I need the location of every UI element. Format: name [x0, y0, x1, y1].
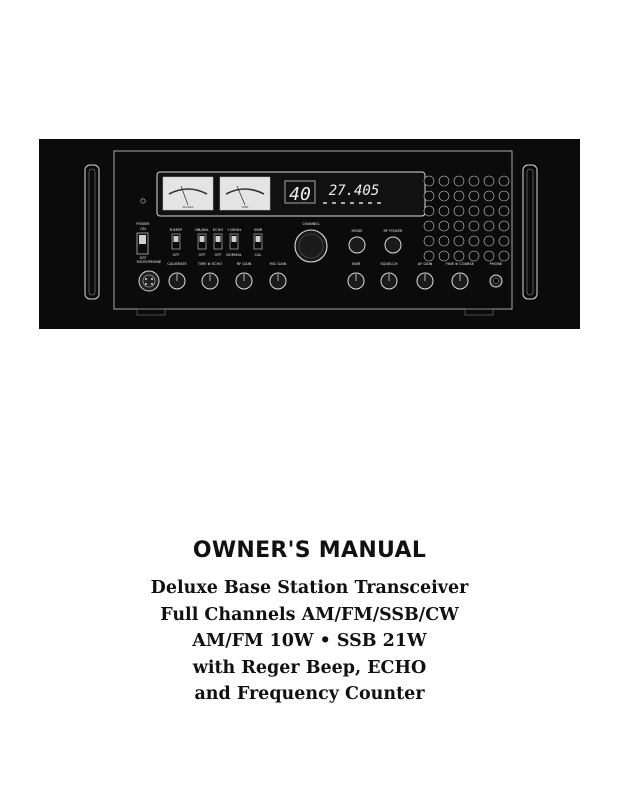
- speaker-grille: [424, 176, 509, 261]
- right-foot: [465, 309, 493, 315]
- grille-hole: [424, 176, 434, 186]
- knob-label: SWR: [351, 262, 361, 266]
- grille-hole: [454, 236, 464, 246]
- toggle-switches: [170, 228, 263, 257]
- grille-hole: [454, 176, 464, 186]
- grille-hole: [454, 191, 464, 201]
- knob-label: RF GAIN: [236, 262, 252, 266]
- grille-hole: [424, 191, 434, 201]
- grille-hole: [439, 176, 449, 186]
- mode-knob: [349, 237, 365, 253]
- channel-readout: 40: [289, 184, 311, 205]
- rf-power-knob: [385, 237, 401, 253]
- toggle-state-label: OFF: [214, 253, 222, 257]
- grille-hole: [439, 251, 449, 261]
- toggle-state-label: OFF: [172, 253, 180, 257]
- toggle-state-label: CAL: [254, 253, 262, 257]
- transceiver-photo: [39, 139, 580, 329]
- toggle-label: ECHO: [212, 228, 224, 232]
- transceiver-front-panel: [39, 139, 580, 329]
- grille-hole: [424, 221, 434, 231]
- grille-hole: [499, 221, 509, 231]
- grille-hole: [469, 191, 479, 201]
- toggle-state-label: OFF: [198, 253, 206, 257]
- grille-hole: [469, 176, 479, 186]
- rf-power-label: RF POWER: [383, 229, 403, 233]
- grille-hole: [454, 251, 464, 261]
- knob-label: MIC GAIN: [269, 262, 287, 266]
- grille-hole: [484, 176, 494, 186]
- grille-hole: [439, 221, 449, 231]
- grille-hole: [469, 236, 479, 246]
- knob-label: SQUELCH: [380, 262, 398, 266]
- grille-hole: [484, 206, 494, 216]
- left-handle: [85, 165, 99, 299]
- frequency-readout: 27.405: [328, 183, 380, 199]
- toggle-label: +10KHz: [226, 228, 242, 232]
- knob-label: AF GAIN: [417, 262, 433, 266]
- subtitle-line: AM/FM 10W • SSB 21W: [192, 631, 427, 651]
- mode-label: MODE: [351, 229, 363, 233]
- grille-hole: [439, 191, 449, 201]
- toggle-label: NB/ANL: [195, 228, 209, 232]
- grille-hole: [499, 206, 509, 216]
- grille-hole: [454, 221, 464, 231]
- grille-hole: [454, 206, 464, 216]
- grille-hole: [484, 251, 494, 261]
- grille-hole: [499, 236, 509, 246]
- channel-label: CHANNEL: [302, 222, 320, 226]
- knob-label: FINE ⊗ COARSE: [445, 262, 475, 266]
- grille-hole: [424, 236, 434, 246]
- phone-label: PHONE: [489, 262, 503, 266]
- grille-hole: [469, 221, 479, 231]
- grille-hole: [484, 236, 494, 246]
- microphone-label: MICROPHONE: [136, 260, 162, 264]
- knob-label: TIME ⊗ ECHO: [197, 262, 223, 266]
- knob-label: CALIBRATE: [167, 262, 187, 266]
- subtitle-line: Deluxe Base Station Transceiver: [150, 578, 469, 598]
- grille-hole: [499, 251, 509, 261]
- power-off-label: OFF: [139, 256, 147, 260]
- grille-hole: [484, 221, 494, 231]
- grille-hole: [484, 191, 494, 201]
- microphone-jack: [139, 271, 159, 291]
- power-on-label: ON: [140, 227, 146, 231]
- indicator-led: [141, 199, 145, 203]
- grille-hole: [424, 206, 434, 216]
- grille-hole: [469, 206, 479, 216]
- grille-hole: [424, 251, 434, 261]
- bottom-knobs: [167, 262, 475, 289]
- grille-hole: [499, 191, 509, 201]
- subtitle-line: Full Channels AM/FM/SSB/CW: [160, 604, 459, 625]
- manual-title: OWNER'S MANUAL: [192, 538, 427, 563]
- right-handle: [523, 165, 537, 299]
- power-label: POWER: [136, 222, 150, 226]
- swr-meter-label: SWR: [241, 205, 249, 209]
- left-foot: [137, 309, 165, 315]
- signal-meter-label: SIGNAL: [182, 205, 194, 209]
- subtitle-line: with Reger Beep, ECHO: [192, 657, 427, 678]
- toggle-label: SWR: [253, 228, 263, 232]
- toggle-label: R.BEEP: [169, 228, 183, 232]
- grille-hole: [439, 206, 449, 216]
- toggle-state-label: NORMAL: [226, 253, 242, 257]
- subtitle-line: and Frequency Counter: [194, 684, 425, 704]
- manual-subtitle: [0, 575, 619, 708]
- grille-hole: [469, 251, 479, 261]
- channel-knob: [295, 230, 327, 262]
- grille-hole: [499, 176, 509, 186]
- grille-hole: [439, 236, 449, 246]
